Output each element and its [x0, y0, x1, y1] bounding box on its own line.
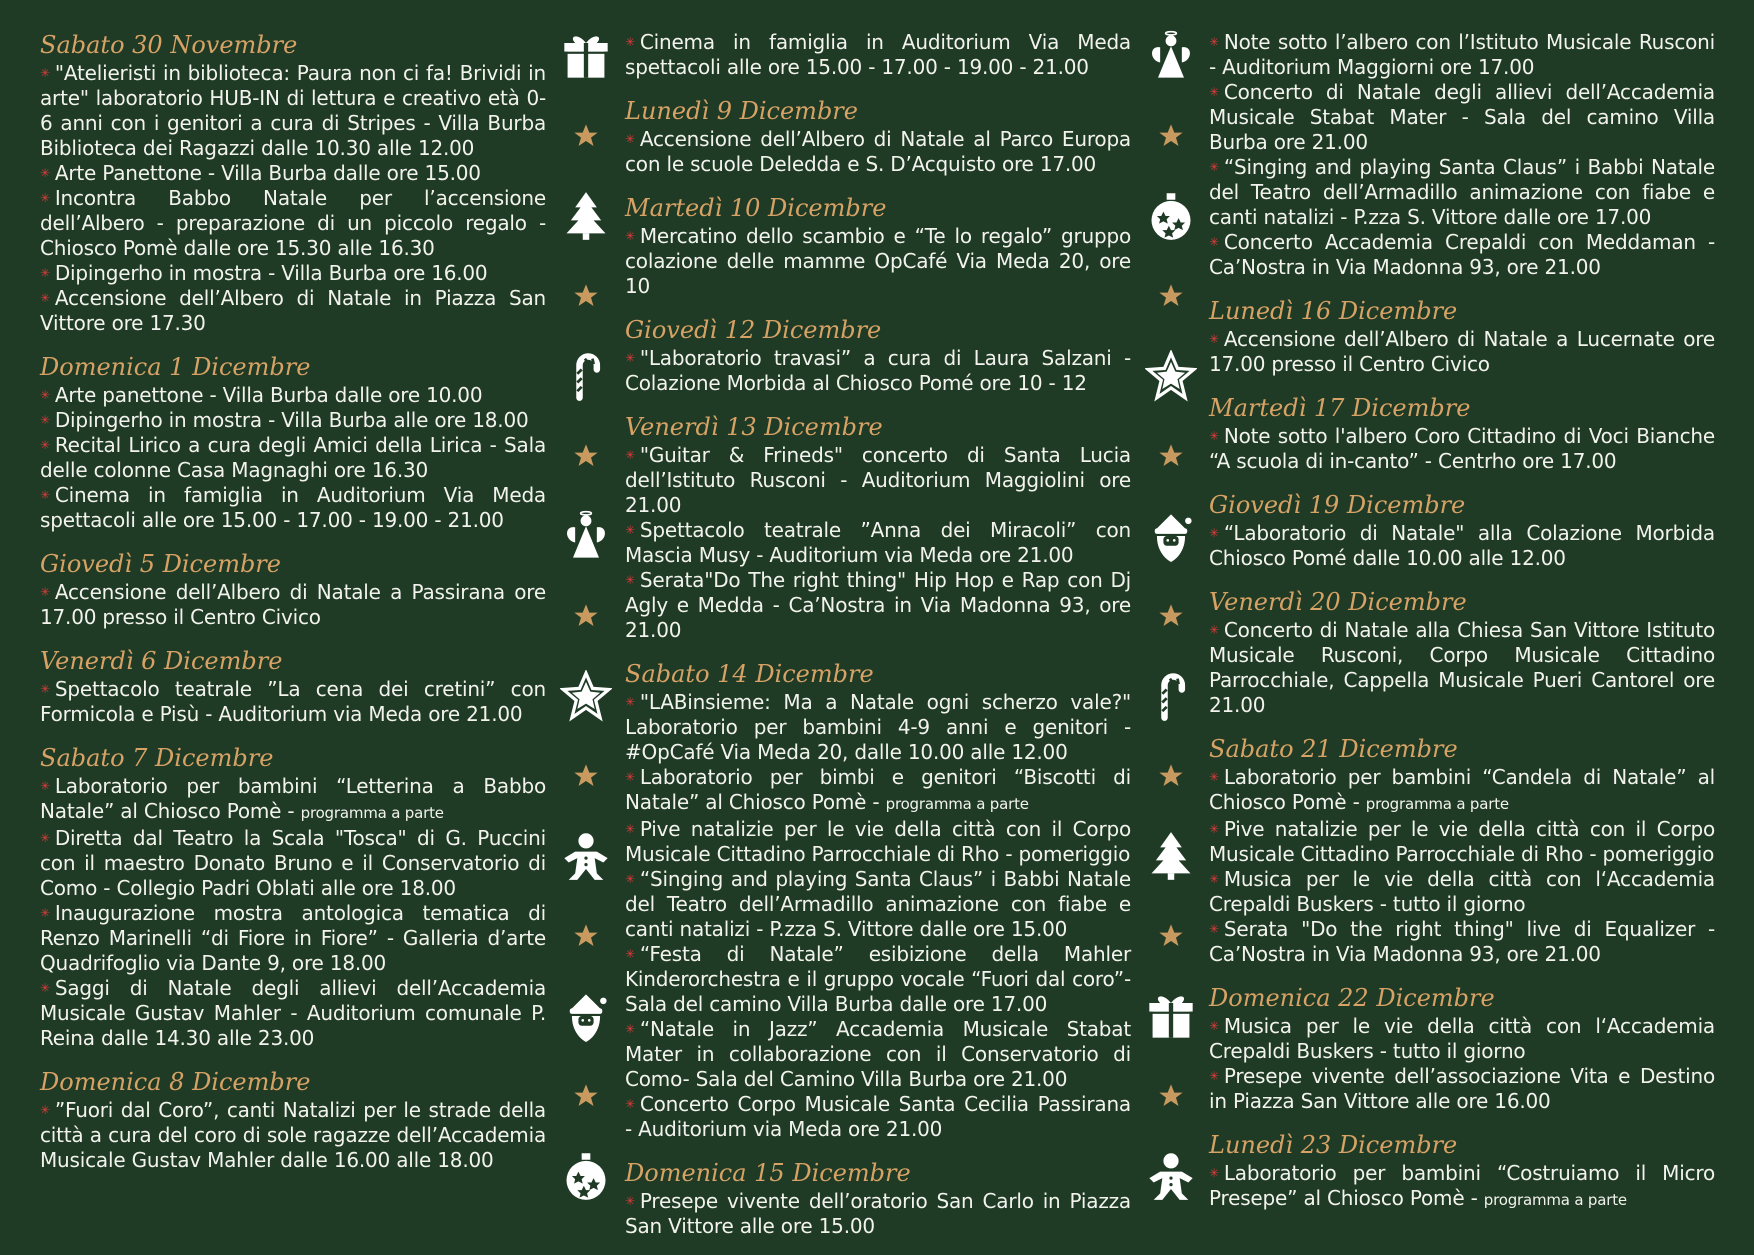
star-outline-icon [1145, 350, 1197, 402]
day-title: Sabato 21 Dicembre [1209, 735, 1458, 763]
event-text: “Festa di Natale” esibizione della Mahler Kinderorchestra e il gruppo vocale “Fuori dal coro”- Sala del camino Villa Burba dalle ore 17.00 [625, 942, 1131, 1016]
day-block [625, 412, 1131, 643]
event-item [625, 518, 1131, 568]
star-outline-icon [560, 670, 612, 722]
event-item [1209, 867, 1715, 917]
event-item [625, 1017, 1131, 1092]
event-text: Arte Panettone - Villa Burba dalle ore 15.00 [54, 161, 481, 185]
star-icon [566, 916, 606, 956]
day-title: Martedì 17 Dicembre [1209, 394, 1471, 422]
day-block [1209, 490, 1715, 571]
event-text: "LABinsieme: Ma a Natale ogni scherzo vale?" Laboratorio per bambini 4-9 anni e genitori - #OpCafé Via Meda 20, dalle 10.00 alle 12.00 [625, 690, 1131, 764]
event-text: Presepe vivente dell’associazione Vita e Destino in Piazza San Vittore alle ore 16.00 [1209, 1064, 1715, 1113]
event-text: Musica per le vie della città con l‘Accademia Crepaldi Buskers - tutto il giorno [1209, 867, 1715, 916]
day-title: Lunedì 16 Dicembre [1209, 297, 1458, 325]
event-item [1209, 327, 1715, 377]
day-block [1209, 393, 1715, 474]
event-item [40, 408, 546, 433]
event-text: Laboratorio per bambini “Candela di Natale” al Chiosco Pomè - [1209, 765, 1715, 814]
event-item [1209, 424, 1715, 474]
event-item [40, 483, 546, 533]
event-text: Dipingerho in mostra - Villa Burba ore 16.00 [54, 261, 488, 285]
event-text: “Laboratorio di Natale" alla Colazione Morbida Chiosco Pomé dalle 10.00 alle 12.00 [1209, 521, 1715, 570]
event-text: "Guitar & Frineds" concerto di Santa Lucia dell’Istituto Rusconi - Auditorium Maggiolini ore 21.00 [625, 443, 1131, 517]
event-note: programma a parte [300, 804, 444, 822]
ornament-icon [560, 1150, 612, 1202]
day-title: Sabato 30 Novembre [40, 31, 298, 59]
day-title: Venerdì 20 Dicembre [1209, 588, 1467, 616]
star-icon [1151, 596, 1191, 636]
day-block [625, 193, 1131, 299]
day-title: Giovedì 19 Dicembre [1209, 491, 1466, 519]
event-item [1209, 30, 1715, 80]
event-note: programma a parte [1365, 795, 1509, 813]
star-icon [566, 596, 606, 636]
event-text: Accensione dell’Albero di Natale in Piazza San Vittore ore 17.30 [40, 286, 546, 335]
day-title: Giovedì 5 Dicembre [40, 550, 281, 578]
event-item [625, 127, 1131, 177]
santa-icon [1145, 510, 1197, 562]
event-text: Cinema in famiglia in Auditorium Via Meda spettacoli alle ore 15.00 - 17.00 - 19.00 - 21.00 [625, 30, 1131, 79]
tree-icon [560, 190, 612, 242]
day-title: Lunedì 23 Dicembre [1209, 1131, 1458, 1159]
event-note: programma a parte [885, 795, 1029, 813]
event-item [40, 580, 546, 630]
event-item [40, 61, 546, 161]
star-icon [566, 1076, 606, 1116]
day-block [625, 96, 1131, 177]
day-title: Giovedì 12 Dicembre [625, 316, 882, 344]
column-1 [40, 30, 546, 1189]
event-note: programma a parte [1483, 1191, 1627, 1209]
star-icon [1151, 1076, 1191, 1116]
event-text: Accensione dell’Albero di Natale a Passirana ore 17.00 presso il Centro Civico [40, 580, 546, 629]
day-block [40, 1067, 546, 1173]
gingerbread-icon [560, 830, 612, 882]
event-item [40, 161, 546, 186]
event-text: ”Fuori dal Coro”, canti Natalizi per le strade della città a cura del coro di sole ragazze dell’Accademia Musicale Gustav Mahler dalle 16.00 alle 18.00 [40, 1098, 546, 1172]
day-block [1209, 983, 1715, 1114]
event-item [40, 286, 546, 336]
event-item [40, 261, 546, 286]
event-text: Concerto Corpo Musicale Santa Cecilia Passirana - Auditorium via Meda ore 21.00 [625, 1092, 1131, 1141]
event-text: Cinema in famiglia in Auditorium Via Meda spettacoli alle ore 15.00 - 17.00 - 19.00 - 21.00 [40, 483, 546, 532]
event-item [1209, 1064, 1715, 1114]
event-item [625, 817, 1131, 867]
event-text: “Singing and playing Santa Claus” i Babbi Natale del Teatro dell’Armadillo animazione con fiabe e canti natalizi - P.zza S. Vittore dalle ore 15.00 [625, 867, 1131, 941]
day-title: Domenica 22 Dicembre [1209, 984, 1495, 1012]
day-block [40, 30, 546, 336]
event-text: Mercatino dello scambio e “Te lo regalo” gruppo colazione delle mamme OpCafé Via Meda 20, ore 10 [625, 224, 1131, 298]
day-block [40, 743, 546, 1051]
event-item [625, 867, 1131, 942]
event-item [1209, 80, 1715, 155]
event-item [625, 942, 1131, 1017]
event-item [625, 690, 1131, 765]
day-block [625, 30, 1131, 80]
event-item [625, 30, 1131, 80]
event-text: Saggi di Natale degli allievi dell’Accademia Musicale Gustav Mahler - Auditorium comunale P. Reina dalle 14.30 alle 23.00 [40, 976, 546, 1050]
event-text: Laboratorio per bimbi e genitori “Biscotti di Natale” al Chiosco Pomè - [625, 765, 1131, 814]
event-item [625, 765, 1131, 817]
day-block [625, 1158, 1131, 1239]
event-text: Pive natalizie per le vie della città con il Corpo Musicale Cittadino Parrocchiale di Rho - pomeriggio [1209, 817, 1715, 866]
event-text: Pive natalizie per le vie della città con il Corpo Musicale Cittadino Parrocchiale di Rho - pomeriggio [625, 817, 1131, 866]
event-item [1209, 230, 1715, 280]
day-title: Venerdì 13 Dicembre [625, 413, 883, 441]
event-text: "Atelieristi in biblioteca: Paura non ci fa! Brividi in arte" laboratorio HUB-IN di lettura e creativo età 0-6 anni con i genitori a cura di Stripes - Villa Burba Biblioteca dei Ragazzi dalle 10.30 alle 12.00 [40, 61, 546, 160]
ornament-icon [1145, 190, 1197, 242]
star-icon [1151, 436, 1191, 476]
event-text: Musica per le vie della città con l‘Accademia Crepaldi Buskers - tutto il giorno [1209, 1014, 1715, 1063]
event-item [625, 1189, 1131, 1239]
tree-icon [1145, 830, 1197, 882]
event-item [40, 186, 546, 261]
event-item [1209, 917, 1715, 967]
day-title: Martedì 10 Dicembre [625, 194, 887, 222]
event-text: Arte panettone - Villa Burba dalle ore 10.00 [54, 383, 483, 407]
day-block [40, 352, 546, 533]
event-text: Presepe vivente dell’oratorio San Carlo in Piazza San Vittore alle ore 15.00 [625, 1189, 1131, 1238]
day-block [1209, 30, 1715, 280]
event-item [40, 383, 546, 408]
event-text: Concerto di Natale alla Chiesa San Vittore Istituto Musicale Rusconi, Corpo Musicale Cittadino Parrocchiale, Cappella Musicale Pueri Cantorel ore 21.00 [1209, 618, 1715, 717]
event-text: Serata "Do the right thing" live di Equalizer - Ca’Nostra in Via Madonna 93, ore 21.00 [1209, 917, 1715, 966]
day-block [625, 315, 1131, 396]
event-text: Accensione dell’Albero di Natale al Parco Europa con le scuole Deledda e S. D’Acquisto ore 17.00 [625, 127, 1131, 176]
event-text: Incontra Babbo Natale per l’accensione dell’Albero - preparazione di un piccolo regalo - Chiosco Pomè dalle ore 15.30 alle 16.30 [40, 186, 546, 260]
event-text: Concerto di Natale degli allievi dell’Accademia Musicale Stabat Mater - Sala del camino Villa Burba ore 21.00 [1209, 80, 1715, 154]
candy-cane-icon [1145, 670, 1197, 722]
star-icon [566, 436, 606, 476]
event-item [625, 224, 1131, 299]
day-block [40, 549, 546, 630]
event-text: Note sotto l’albero con l’Istituto Musicale Rusconi - Auditorium Maggiorni ore 17.00 [1209, 30, 1715, 79]
event-text: Diretta dal Teatro la Scala "Tosca" di G. Puccini con il maestro Donato Bruno e il Conservatorio di Como - Collegio Padri Oblati alle ore 18.00 [40, 826, 546, 900]
event-item [40, 976, 546, 1051]
gingerbread-icon [1145, 1150, 1197, 1202]
star-icon [1151, 276, 1191, 316]
event-item [40, 433, 546, 483]
event-text: Serata"Do The right thing" Hip Hop e Rap con Dj Agly e Medda - Ca’Nostra in Via Madonna 93, ore 21.00 [625, 568, 1131, 642]
event-item [40, 774, 546, 826]
event-item [1209, 1014, 1715, 1064]
event-text: Recital Lirico a cura degli Amici della Lirica - Sala delle colonne Casa Magnaghi ore 16.30 [40, 433, 546, 482]
star-icon [1151, 756, 1191, 796]
event-item [1209, 1161, 1715, 1213]
day-title: Sabato 14 Dicembre [625, 660, 874, 688]
event-item [40, 901, 546, 976]
event-item [1209, 521, 1715, 571]
event-text: “Natale in Jazz” Accademia Musicale Stabat Mater in collaborazione con il Conservatorio di Como- Sala del Camino Villa Burba ore 21.00 [625, 1017, 1131, 1091]
gift-icon [1145, 990, 1197, 1042]
event-text: Dipingerho in mostra - Villa Burba alle ore 18.00 [54, 408, 529, 432]
event-item [40, 677, 546, 727]
event-item [1209, 817, 1715, 867]
santa-icon [560, 990, 612, 1042]
star-icon [566, 756, 606, 796]
event-item [625, 443, 1131, 518]
day-title: Lunedì 9 Dicembre [625, 97, 858, 125]
day-title: Domenica 1 Dicembre [40, 353, 311, 381]
event-text: “Singing and playing Santa Claus” i Babbi Natale del Teatro dell’Armadillo animazione con fiabe e canti natalizi - P.zza S. Vittore dalle ore 17.00 [1209, 155, 1715, 229]
angel-icon [560, 510, 612, 562]
day-block [1209, 1130, 1715, 1213]
day-block [40, 646, 546, 727]
day-block [625, 659, 1131, 1142]
event-item [1209, 765, 1715, 817]
star-icon [1151, 916, 1191, 956]
event-item [625, 568, 1131, 643]
event-item [1209, 155, 1715, 230]
day-block [1209, 296, 1715, 377]
event-item [625, 1092, 1131, 1142]
day-title: Domenica 15 Dicembre [625, 1159, 911, 1187]
event-item [40, 826, 546, 901]
column-3 [1209, 30, 1715, 1229]
day-title: Sabato 7 Dicembre [40, 744, 274, 772]
event-text: Laboratorio per bambini “Costruiamo il Micro Presepe” al Chiosco Pomè - [1209, 1161, 1715, 1210]
event-text: Spettacolo teatrale ”Anna dei Miracoli” con Mascia Musy - Auditorium via Meda ore 21.00 [625, 518, 1131, 567]
day-title: Venerdì 6 Dicembre [40, 647, 283, 675]
event-text: Accensione dell’Albero di Natale a Lucernate ore 17.00 presso il Centro Civico [1209, 327, 1715, 376]
candy-cane-icon [560, 350, 612, 402]
event-text: Spettacolo teatrale ”La cena dei cretini” con Formicola e Pisù - Auditorium via Meda ore 21.00 [40, 677, 546, 726]
star-icon [1151, 116, 1191, 156]
day-title: Domenica 8 Dicembre [40, 1068, 311, 1096]
event-text: "Laboratorio travasi” a cura di Laura Salzani - Colazione Morbida al Chiosco Pomé ore 10 - 12 [625, 346, 1131, 395]
angel-icon [1145, 30, 1197, 82]
event-text: Inaugurazione mostra antologica tematica di Renzo Marinelli “di Fiore in Fiore” - Galleria d’arte Quadrifoglio via Dante 9, ore 18.00 [40, 901, 546, 975]
column-2 [625, 30, 1131, 1255]
event-text: Concerto Accademia Crepaldi con Meddaman - Ca’Nostra in Via Madonna 93, ore 21.00 [1209, 230, 1715, 279]
event-item [625, 346, 1131, 396]
event-text: Laboratorio per bambini “Letterina a Babbo Natale” al Chiosco Pomè - [40, 774, 546, 823]
event-item [1209, 618, 1715, 718]
day-block [1209, 587, 1715, 718]
gift-icon [560, 30, 612, 82]
event-item [40, 1098, 546, 1173]
star-icon [566, 116, 606, 156]
star-icon [566, 276, 606, 316]
day-block [1209, 734, 1715, 967]
event-text: Note sotto l'albero Coro Cittadino di Voci Bianche “A scuola di in-canto” - Centrho ore 17.00 [1209, 424, 1715, 473]
